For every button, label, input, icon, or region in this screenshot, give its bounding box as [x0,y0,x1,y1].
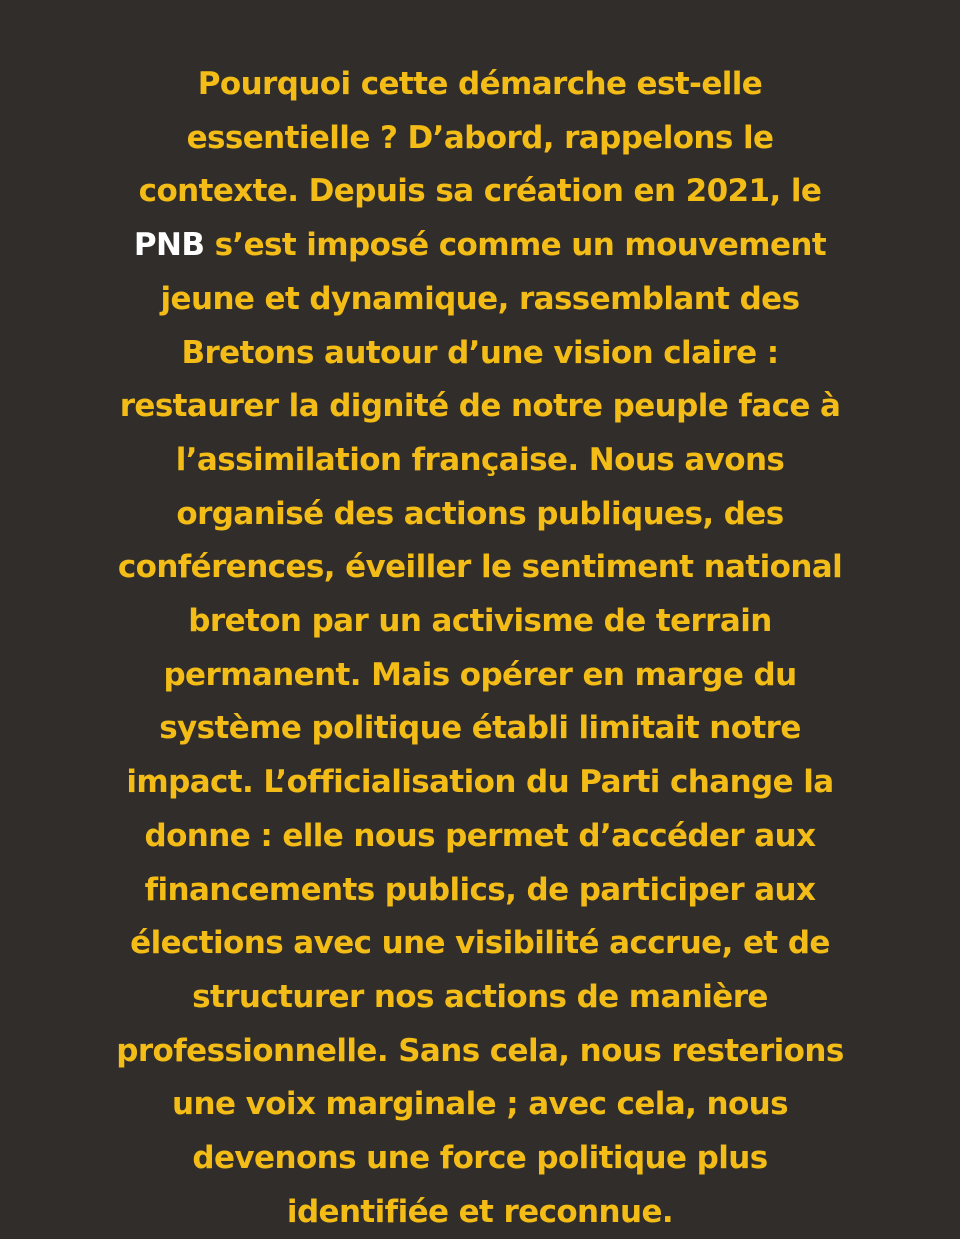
paragraph-line: structurer nos actions de manière [192,978,768,1015]
paragraph-line: contexte. Depuis sa création en 2021, le [138,173,822,210]
paragraph-line: impact. L’officialisation du Parti change la [126,764,834,801]
paragraph-line: professionnelle. Sans cela, nous resterions [116,1032,844,1069]
paragraph-line: essentielle ? D’abord, rappelons le [186,119,774,156]
body-paragraph [40,58,920,1239]
paragraph-line: système politique établi limitait notre [159,710,801,747]
paragraph-line [40,219,920,273]
paragraph-line: identifiée et reconnue. [286,1193,674,1230]
paragraph-line: Bretons autour d’une vision claire : [181,334,779,371]
paragraph-line: organisé des actions publiques, des [176,495,784,532]
paragraph-line-text: s’est imposé comme un mouvement [204,227,827,264]
paragraph-line: donne : elle nous permet d’accéder aux [144,817,816,854]
paragraph-line: financements publics, de participer aux [144,871,816,908]
paragraph-line: conférences, éveiller le sentiment national [117,549,843,586]
paragraph-line: une voix marginale ; avec cela, nous [172,1086,788,1123]
paragraph-line: l’assimilation française. Nous avons [175,441,785,478]
paragraph-line: élections avec une visibilité accrue, et de [130,925,830,962]
paragraph-line: Pourquoi cette démarche est-elle [197,66,763,102]
paragraph-line: breton par un activisme de terrain [188,603,772,640]
paragraph-line: jeune et dynamique, rassemblant des [160,280,800,317]
pnb-highlight: PNB [133,227,205,264]
paragraph-line: restaurer la dignité de notre peuple face à [119,388,841,425]
paragraph-line: permanent. Mais opérer en marge du [163,656,797,693]
paragraph-line: devenons une force politique plus [192,1140,768,1177]
